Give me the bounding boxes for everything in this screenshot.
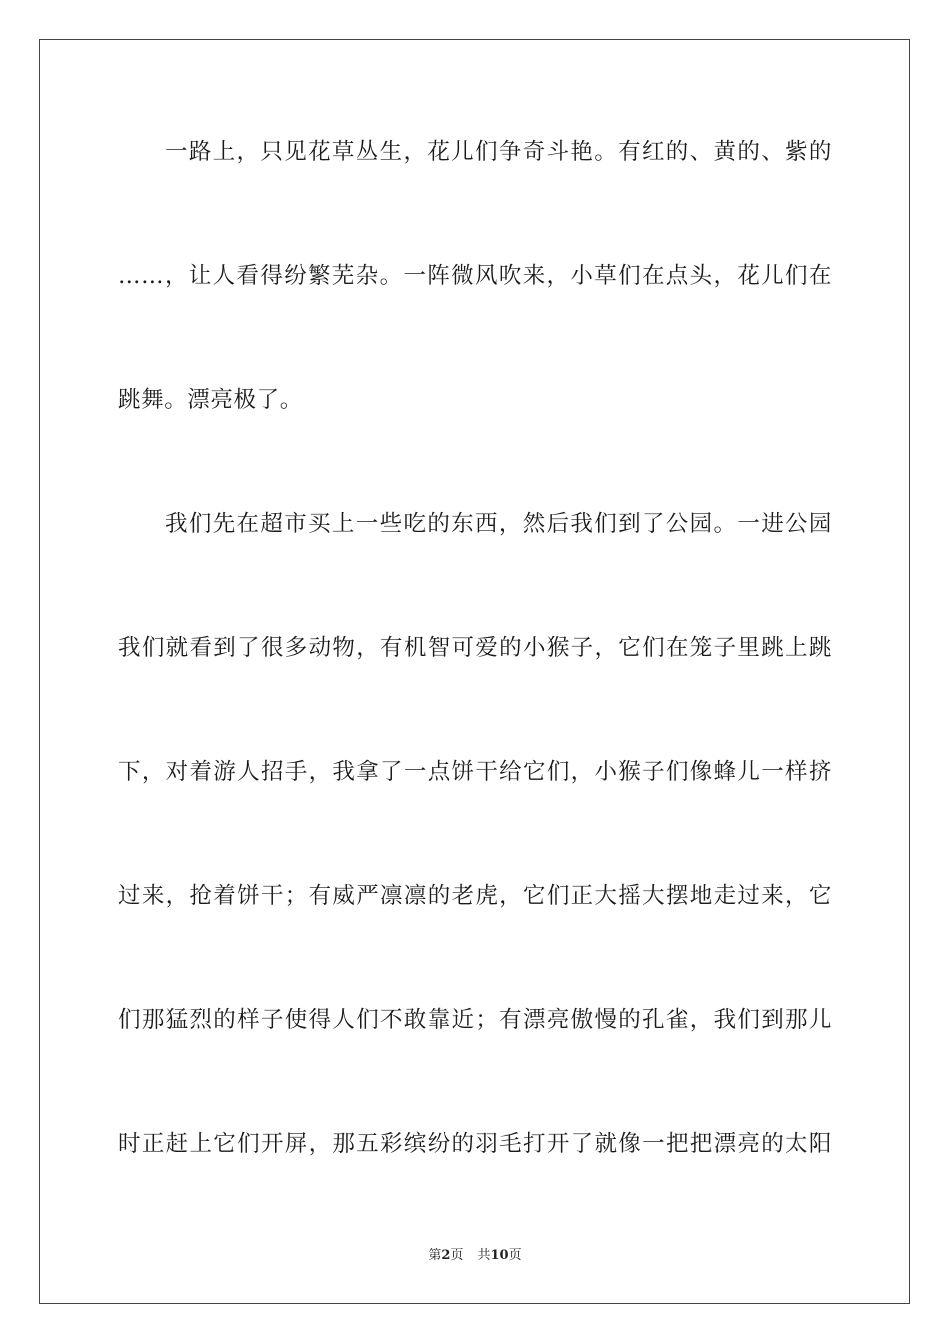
paragraph-2-line-4: 过来，抢着饼干；有威严凛凛的老虎，它们正大摇大摆地走过来，它 (118, 883, 832, 909)
paragraph-1-line-2: ……，让人看得纷繁芜杂。一阵微风吹来，小草们在点头，花儿们在 (118, 263, 832, 289)
paragraph-1-line-1: 一路上，只见花草丛生，花儿们争奇斗艳。有红的、黄的、紫的 (165, 139, 832, 165)
total-prefix: 共 (477, 1248, 491, 1263)
paragraph-1-line-3: 跳舞。漂亮极了。 (118, 387, 303, 413)
total-suffix: 页 (508, 1248, 522, 1263)
paragraph-2-line-3: 下，对着游人招手，我拿了一点饼干给它们，小猴子们像蜂儿一样挤 (118, 759, 832, 785)
paragraph-2-line-6: 时正赶上它们开屏，那五彩缤纷的羽毛打开了就像一把把漂亮的太阳 (118, 1131, 832, 1157)
page-number: 2 (441, 1248, 451, 1263)
paragraph-2-line-1: 我们先在超市买上一些吃的东西，然后我们到了公园。一进公园 (165, 511, 832, 537)
page-footer (0, 1247, 950, 1265)
page-suffix: 页 (450, 1248, 464, 1263)
paragraph-2-line-2: 我们就看到了很多动物，有机智可爱的小猴子，它们在笼子里跳上跳 (118, 635, 832, 661)
paragraph-2-line-5: 们那猛烈的样子使得人们不敢靠近；有漂亮傲慢的孔雀，我们到那儿 (118, 1007, 832, 1033)
page-border (39, 39, 910, 1304)
page-prefix: 第 (428, 1248, 442, 1263)
total-pages: 10 (490, 1248, 509, 1263)
